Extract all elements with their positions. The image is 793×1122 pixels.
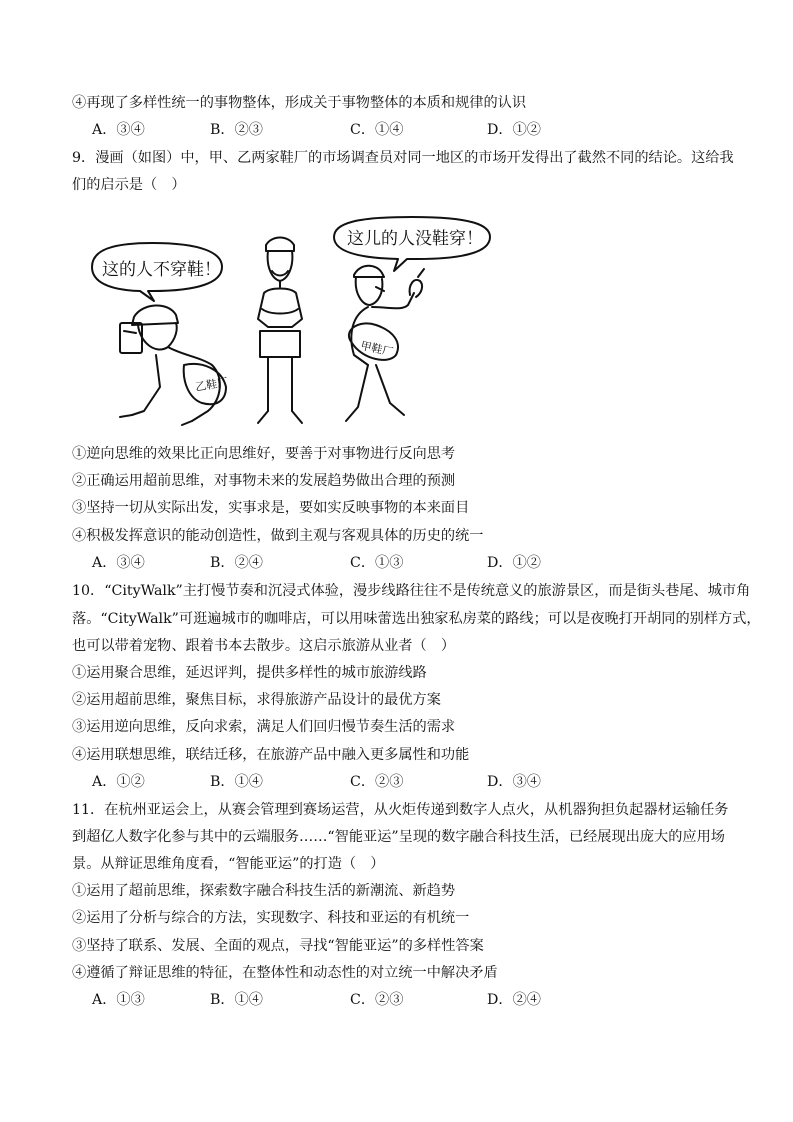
- q8-choice-c[interactable]: C．①④: [350, 122, 404, 138]
- q11-stem-line-3: 景。从辩证思维角度看，“智能亚运”的打造（ ）: [72, 856, 385, 872]
- q10-stem-line-2: 落。“CityWalk”可逛遍城市的咖啡店，可以用味蕾选出独家私房菜的路线；可以是夜晚打开胡同的别样方式，: [72, 611, 761, 627]
- q9-option-1: ①逆向思维的效果比正向思维好，要善于对事物进行反向思考: [72, 446, 456, 462]
- right-sign-text: 甲鞋厂: [359, 339, 395, 359]
- q11-stem-line-1: 11．在杭州亚运会上，从赛会管理到赛场运营，从火炬传递到数字人点火，从机器狗担负起器材运输任务: [72, 802, 729, 818]
- q8-option-4: ④再现了多样性统一的事物整体，形成关于事物整体的本质和规律的认识: [72, 95, 527, 111]
- q8-choice-d[interactable]: D．①②: [487, 122, 541, 138]
- q10-option-4: ④运用联想思维，联结迁移，在旅游产品中融入更多属性和功能: [72, 747, 470, 763]
- middle-man-figure: [258, 238, 302, 424]
- q10-stem-line-1: 10．“CityWalk”主打慢节奏和沉浸式体验，漫步线路往往不是传统意义的旅游景区，而是街头巷尾、城市角: [72, 583, 751, 599]
- q10-choice-d[interactable]: D．③④: [487, 774, 541, 790]
- q11-option-1: ①运用了超前思维，探索数字融合科技生活的新潮流、新趋势: [72, 883, 456, 899]
- q10-choice-a[interactable]: A．①②: [92, 774, 145, 790]
- q11-stem-line-2: 到超亿人数字化参与其中的云端服务……“智能亚运”呈现的数字融合科技生活，已经展现出庞大的应用场: [72, 829, 725, 845]
- q10-option-3: ③运用逆向思维，反向求索，满足人们回归慢节奏生活的需求: [72, 719, 456, 735]
- q9-choice-a[interactable]: A．③④: [92, 555, 145, 571]
- q10-choice-b[interactable]: B．①④: [210, 774, 263, 790]
- q11-option-2: ②运用了分析与综合的方法，实现数字、科技和亚运的有机统一: [72, 910, 470, 926]
- q8-choice-b[interactable]: B．②③: [210, 122, 263, 138]
- q9-choice-b[interactable]: B．②④: [210, 555, 263, 571]
- left-bubble-text: 这的人不穿鞋！: [102, 260, 221, 280]
- q11-choice-d[interactable]: D．②④: [487, 992, 541, 1008]
- q11-choice-a[interactable]: A．①③: [92, 992, 145, 1008]
- q9-cartoon: [72, 215, 522, 430]
- q9-choice-c[interactable]: C．①③: [350, 555, 404, 571]
- left-crouching-man-figure: [120, 305, 226, 425]
- q11-option-4: ④遵循了辩证思维的特征，在整体性和动态性的对立统一中解决矛盾: [72, 965, 498, 981]
- q10-choice-c[interactable]: C．②③: [350, 774, 404, 790]
- left-sign-text: 乙鞋厂: [194, 375, 230, 394]
- q10-option-2: ②运用超前思维，聚焦目标，求得旅游产品设计的最优方案: [72, 692, 441, 708]
- q10-option-1: ①运用聚合思维，延迟评判，提供多样性的城市旅游线路: [72, 665, 427, 681]
- q9-stem-line-1: 9．漫画（如图）中，甲、乙两家鞋厂的市场调查员对同一地区的市场开发得出了截然不同的结论。这给我: [72, 150, 734, 166]
- q9-choice-d[interactable]: D．①②: [487, 555, 541, 571]
- q11-choice-c[interactable]: C．②③: [350, 992, 404, 1008]
- q9-stem-line-2: 们的启示是（ ）: [72, 177, 186, 193]
- q11-option-3: ③坚持了联系、发展、全面的观点，寻找“智能亚运”的多样性答案: [72, 938, 484, 954]
- q11-choice-b[interactable]: B．①④: [210, 992, 263, 1008]
- q9-option-3: ③坚持一切从实际出发，实事求是，要如实反映事物的本来面目: [72, 500, 470, 516]
- q10-stem-line-3: 也可以带着宠物、跟着书本去散步。这启示旅游从业者（ ）: [72, 638, 456, 654]
- q9-option-2: ②正确运用超前思维，对事物未来的发展趋势做出合理的预测: [72, 473, 456, 489]
- right-bubble-text: 这儿的人没鞋穿！: [347, 229, 483, 249]
- q9-option-4: ④积极发挥意识的能动创造性，做到主观与客观具体的历史的统一: [72, 528, 484, 544]
- q8-choice-a[interactable]: A．③④: [92, 122, 145, 138]
